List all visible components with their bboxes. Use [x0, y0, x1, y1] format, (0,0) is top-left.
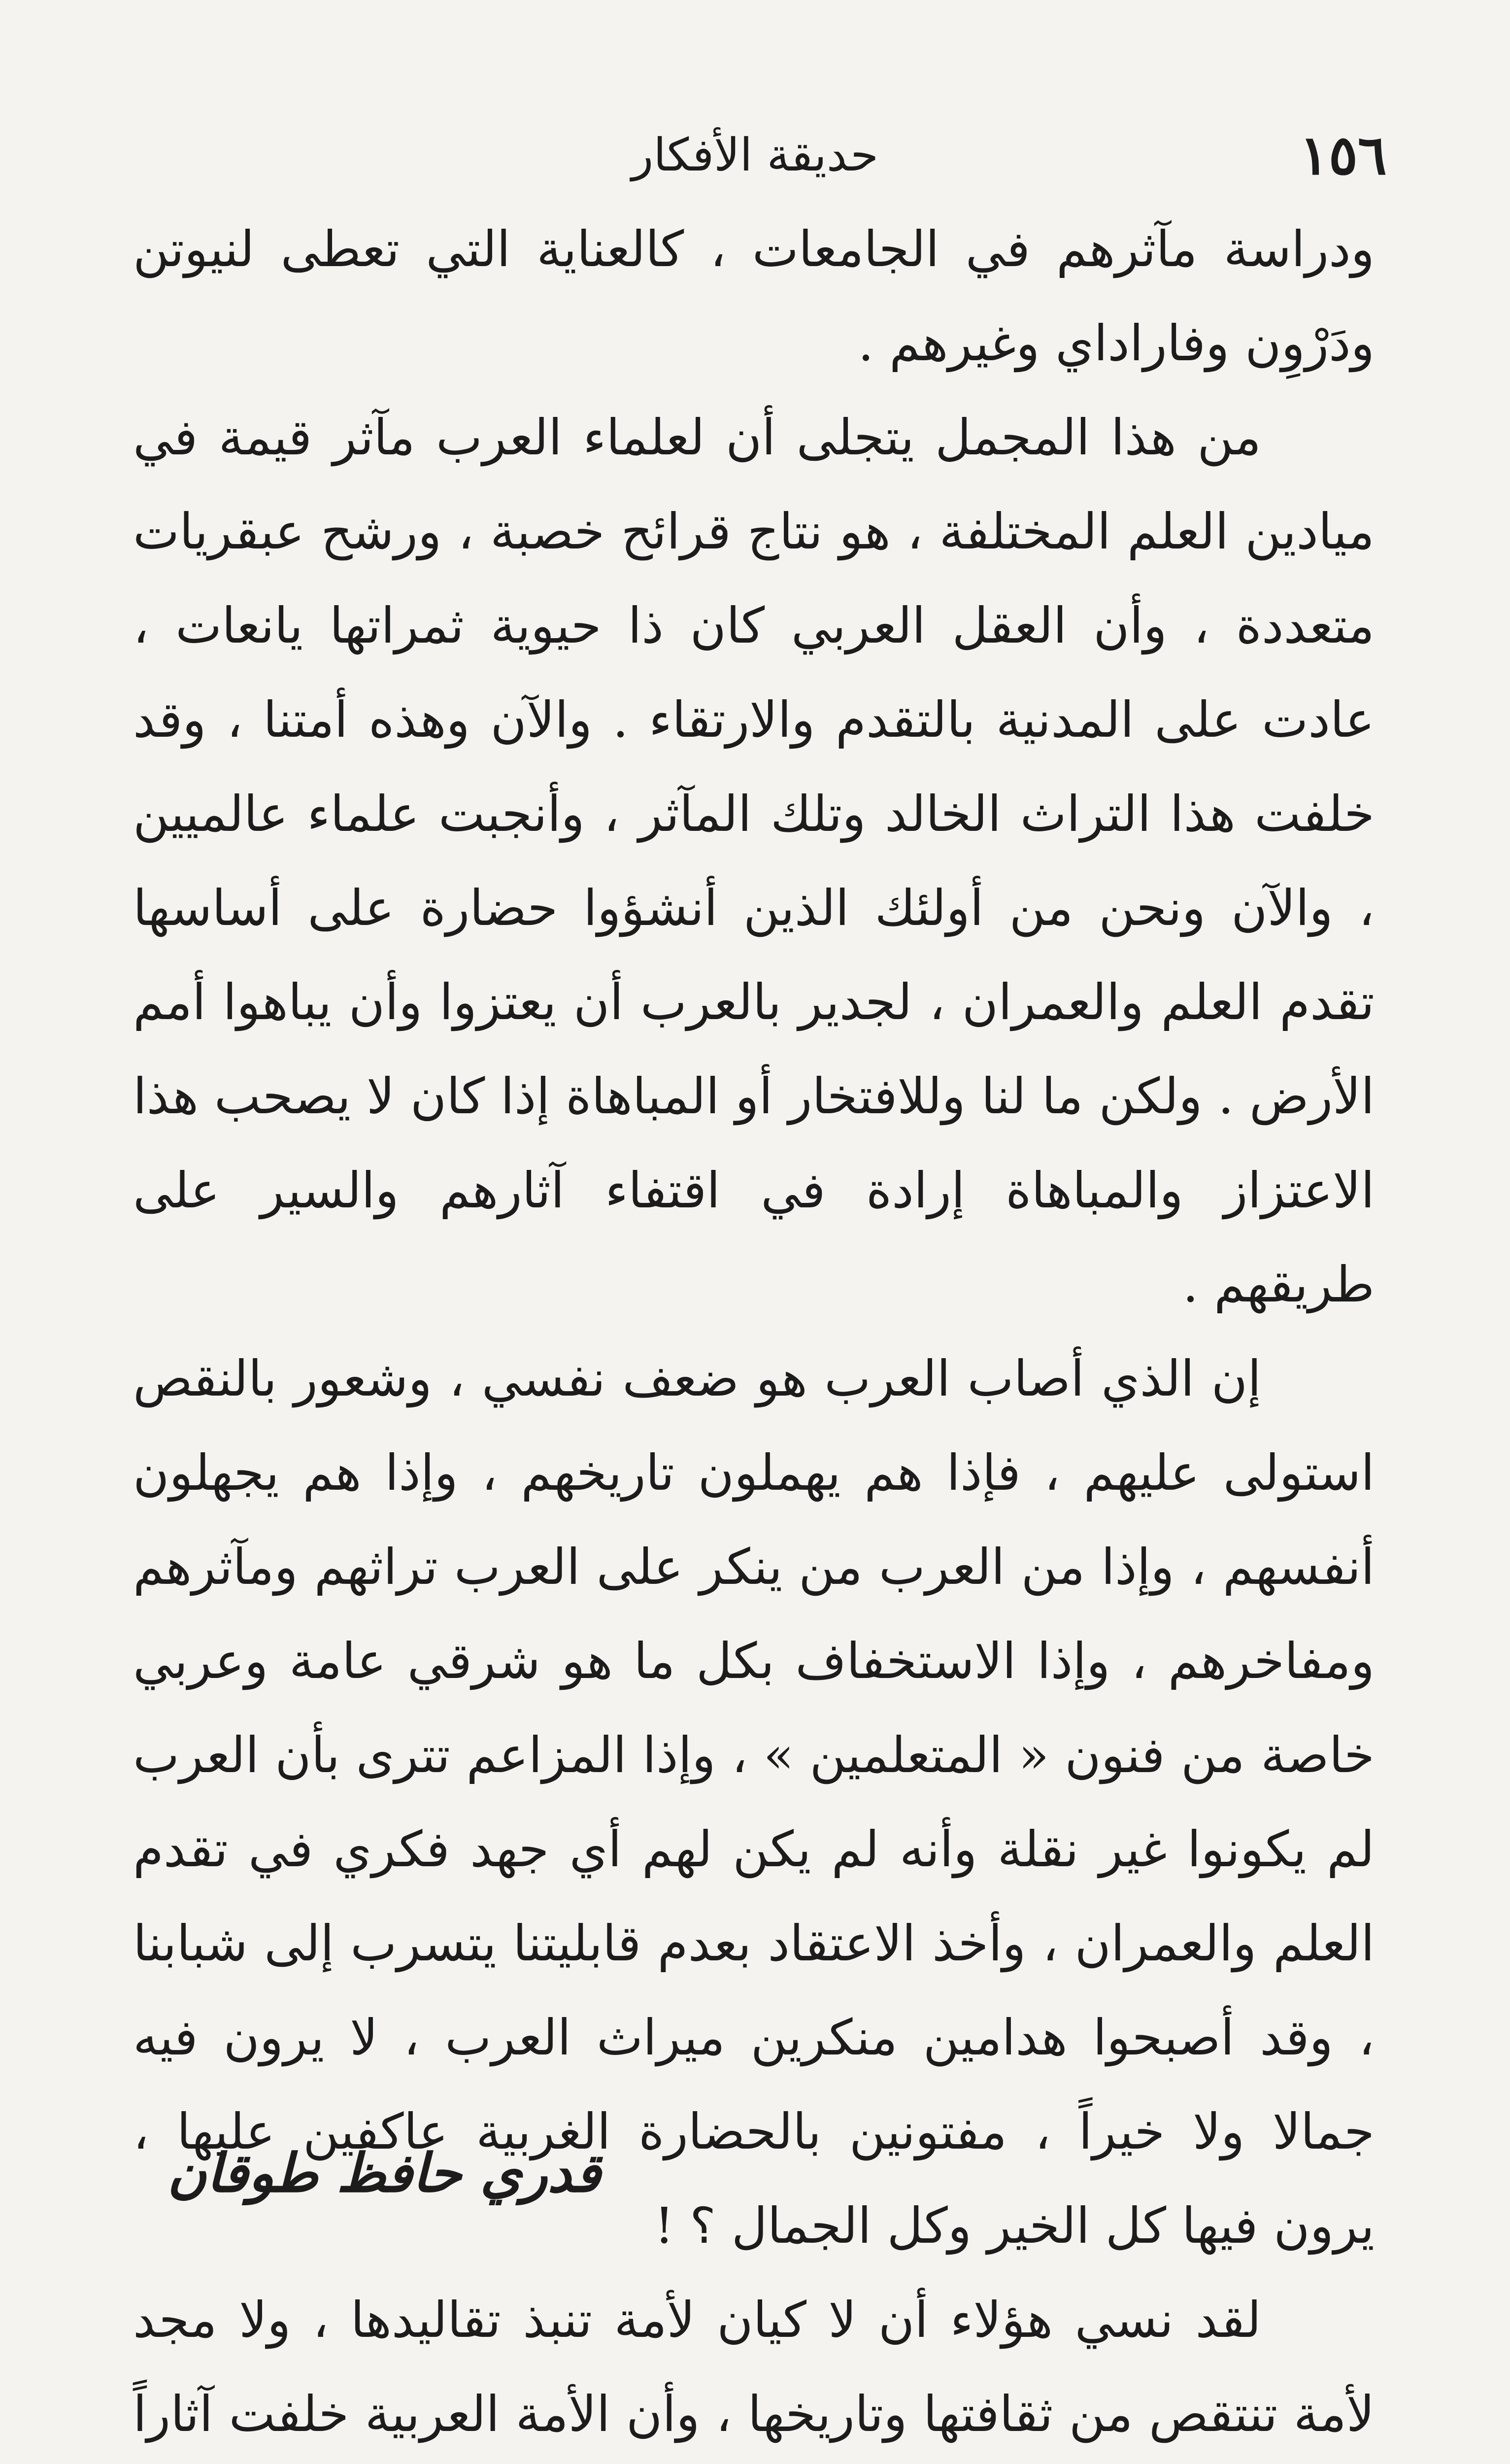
paragraph: إن الذي أصاب العرب هو ضعف نفسي ، وشعور بالنقص استولى عليهم ، فإذا هم يهملون تاريخهم ، وإذا هم يجهلون أنفسهم ، وإذا من العرب من ينكر على العرب تراثهم ومآثرهم ومفاخرهم ، وإذا الاستخفاف بكل ما هو شرقي عامة وعربي خاصة من فنون « المتعلمين » ، وإذا المزاعم تترى بأن العرب لم يكونوا غير نقلة وأنه لم يكن لهم أي جهد فكري في تقدم العلم والعمران ، وأخذ الاعتقاد بعدم قابليتنا يتسرب إلى شبابنا ، وقد أصبحوا هدامين منكرين ميراث العرب ، لا يرون فيه جمالا ولا خيراً ، مفتونين بالحضارة الغربية عاكفين عليها ، يرون فيها كل الخير وكل الجمال ؟ !: [133, 1350, 1375, 2255]
paragraph: لقد نسي هؤلاء أن لا كيان لأمة تنبذ تقاليدها ، ولا مجد لأمة تنتقص من ثقافتها وتاريخها ، وأن الأمة العربية خلفت آثاراً: [133, 2291, 1375, 2443]
page-number: ١٥٦: [1299, 123, 1387, 187]
paragraph-continuation: ودراسة مآثرهم في الجامعات ، كالعناية التي تعطى لنيوتن ودَرْوِن وفاراداي وغيرهم .: [133, 220, 1375, 372]
author-signature: قدري حافظ طوقان: [168, 2142, 601, 2204]
book-title: حديقة الأفكار: [631, 129, 879, 181]
body-text: [133, 202, 1375, 2464]
running-head: [123, 118, 1387, 192]
paragraph: من هذا المجمل يتجلى أن لعلماء العرب مآثر قيمة في ميادين العلم المختلفة ، هو نتاج قرائح خصبة ، ورشح عبقريات متعددة ، وأن العقل العربي كان ذا حيوية ثمراتها يانعات ، عادت على المدنية بالتقدم والارتقاء . والآن وهذه أمتنا ، وقد خلفت هذا التراث الخالد وتلك المآثر ، وأنجبت علماء عالميين ، والآن ونحن من أولئك الذين أنشؤوا حضارة على أساسها تقدم العلم والعمران ، لجدير بالعرب أن يعتزوا وأن يباهوا أمم الأرض . ولكن ما لنا وللافتخار أو المباهاة إذا كان لا يصحب هذا الاعتزاز والمباهاة إرادة في اقتفاء آثارهم والسير على طريقهم .: [133, 409, 1375, 1313]
